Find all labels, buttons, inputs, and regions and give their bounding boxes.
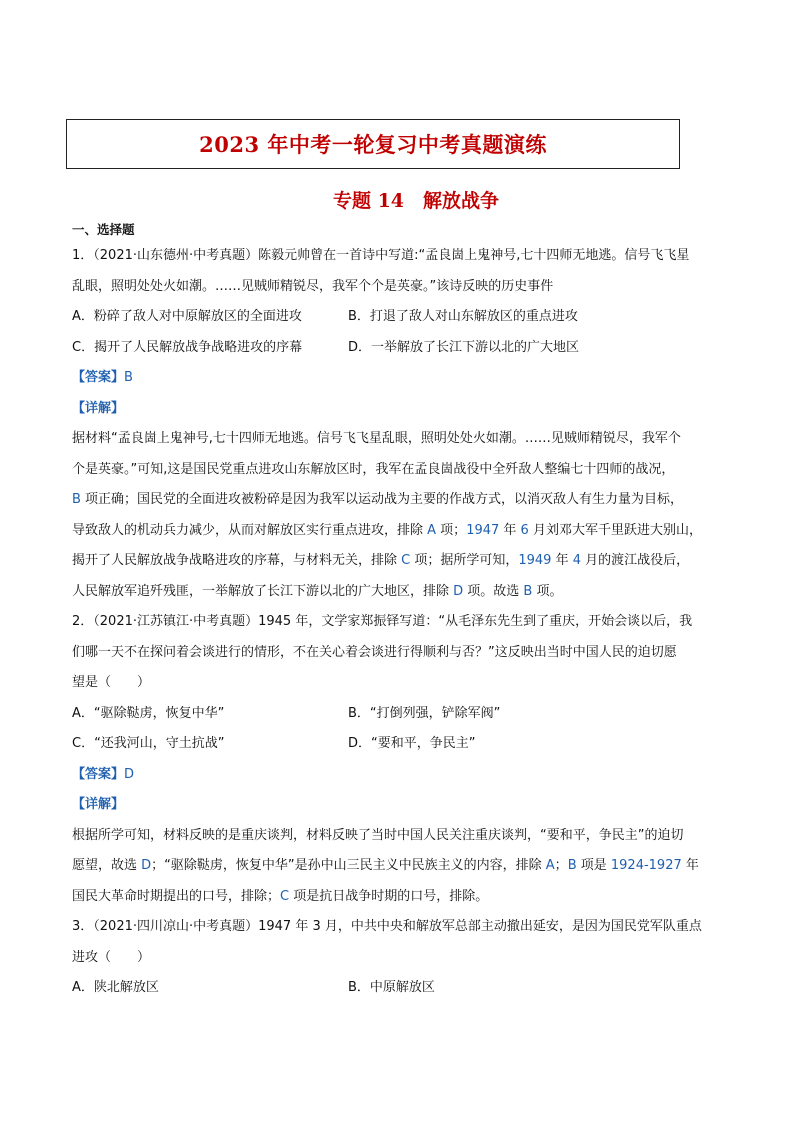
text: 年 — [551, 553, 573, 568]
q3-stem-line-2: 进攻（ ） — [72, 949, 151, 965]
text: 项是抗日战争时期的口号，排除。 — [289, 888, 489, 904]
ref: A — [427, 522, 437, 538]
q2-stem-line-2: 们哪一天不在探问着会谈进行的情形，不在关心着会谈进行得顺利与否？”这反映出当时中国人民的迫切愿 — [72, 644, 677, 660]
title-box — [66, 119, 680, 169]
q1-detail-line-2: 个是英豪。”可知,这是国民党重点进攻山东解放区时，我军在孟良崮战役中全歼敌人整编七十四师的战况， — [72, 461, 675, 477]
q3-stem-line-1: 3．（2021·四川凉山·中考真题）1947 年 3 月，中共中央和解放军总部主动撤出延安，是因为国民党军队重点 — [72, 919, 702, 934]
text: 项正确；国民党的全面进攻被粉碎是因为我军以运动战为主要的作战方式，以消灭敌人有生力量为目标， — [80, 492, 684, 507]
q1-detail-line-6 — [72, 577, 724, 608]
q2-option-b: B．“打倒列强，铲除军阀” — [348, 705, 501, 721]
ref: C — [401, 553, 411, 568]
month: 4 — [572, 553, 581, 568]
q1-detail-line-5 — [72, 546, 724, 577]
answer-label: 【答案】 — [72, 766, 125, 782]
q1-option-a: A．粉碎了敌人对中原解放区的全面进攻 — [72, 309, 302, 324]
text: 项是 — [576, 858, 611, 873]
q2-options-row-2 — [72, 729, 724, 760]
content — [72, 219, 724, 1004]
q2-detail-line-3 — [72, 882, 724, 913]
text: 年 — [499, 522, 521, 538]
q2-answer-line — [72, 760, 724, 791]
q1-stem-line-2: 乱眼，照明处处火如潮。……见贼师精锐尽，我军个个是英豪。”该诗反映的历史事件 — [72, 278, 554, 294]
text: ；“驱除鞑虏，恢复中华”是孙中山三民主义中民族主义的内容，排除 — [151, 858, 546, 873]
text: ； — [554, 858, 568, 873]
detail-label: 【详解】 — [72, 400, 125, 416]
q3-option-b: B．中原解放区 — [348, 980, 435, 995]
q2-answer: D — [124, 766, 135, 782]
year-range: 1924-1927 — [610, 858, 682, 873]
text: 项。故选 — [463, 583, 524, 599]
q2-option-d: D．“要和平，争民主” — [348, 736, 476, 751]
text: 项。 — [532, 583, 563, 599]
section-heading: 一、选择题 — [72, 222, 135, 237]
text: 揭开了人民解放战争战略进攻的序幕，与材料无关，排除 — [72, 553, 402, 568]
ref: A — [545, 858, 555, 873]
q1-detail-line-1: 据材料“孟良崮上鬼神号,七十四师无地逃。信号飞飞星乱眼，照明处处火如潮。……见贼师精锐尽，我军个 — [72, 431, 681, 446]
ref: D — [453, 583, 464, 599]
q1-options-row-2 — [72, 333, 724, 364]
detail-label: 【详解】 — [72, 797, 125, 812]
q1-option-c: C．揭开了人民解放战争战略进攻的序幕 — [72, 339, 303, 355]
q1-detail-label-line — [72, 394, 724, 425]
q1-answer: B — [124, 370, 133, 385]
text: 月刘邓大军千里跃进大别山， — [528, 522, 702, 538]
q3-options-row-1 — [72, 973, 724, 1004]
year: 1949 — [518, 553, 552, 568]
text: 项；据所学可知， — [410, 553, 519, 568]
answer-label: 【答案】 — [72, 370, 125, 385]
q1-answer-line — [72, 363, 724, 394]
ref: B — [567, 858, 577, 873]
q1-option-b: B．打退了敌人对山东解放区的重点进攻 — [348, 309, 578, 324]
q1-detail-line-4 — [72, 516, 724, 547]
q2-detail-line-1: 根据所学可知，材料反映的是重庆谈判，材料反映了当时中国人民关注重庆谈判，“要和平，争民主”的迫切 — [72, 827, 684, 843]
q1-detail-line-3 — [72, 485, 724, 516]
q2-detail-line-2 — [72, 851, 724, 882]
q2-stem-line-1: 2．（2021·江苏镇江·中考真题）1945 年，文学家郑振铎写道：“从毛泽东先生到了重庆，开始会谈以后，我 — [72, 614, 693, 629]
q1-options-row-1 — [72, 302, 724, 333]
ref: C — [280, 888, 290, 904]
q2-stem-line-3: 望是（ ） — [72, 675, 151, 690]
q2-option-a: A．“驱除鞑虏，恢复中华” — [72, 705, 225, 721]
ref: B — [523, 583, 533, 599]
q2-options-row-1 — [72, 699, 724, 730]
text: 年 — [681, 858, 699, 873]
q2-detail-label-line — [72, 790, 724, 821]
text: 人民解放军追歼残匪，一举解放了长江下游以北的广大地区，排除 — [72, 583, 454, 599]
ref: D — [141, 858, 152, 873]
q2-option-c: C．“还我河山，守土抗战” — [72, 736, 225, 751]
page-subtitle: 专题 14 解放战争 — [332, 190, 500, 212]
ref: B — [72, 492, 81, 507]
text: 愿望，故选 — [72, 858, 142, 873]
q3-option-a: A．陕北解放区 — [72, 980, 159, 995]
month: 6 — [520, 522, 529, 538]
q1-stem-line-1: 1．（2021·山东德州·中考真题）陈毅元帅曾在一首诗中写道:“孟良崮上鬼神号,七十四师无地逃。信号飞飞星 — [72, 248, 690, 263]
q1-option-d: D．一举解放了长江下游以北的广大地区 — [348, 339, 580, 355]
text: 项； — [436, 522, 467, 538]
text: 国民大革命时期提出的口号，排除； — [72, 888, 281, 904]
text: 月的渡江战役后， — [581, 553, 690, 568]
page-title: 2023 年中考一轮复习中考真题演练 — [199, 132, 547, 157]
text: 导致敌人的机动兵力减少，从而对解放区实行重点进攻，排除 — [72, 522, 428, 538]
year: 1947 — [466, 522, 500, 538]
